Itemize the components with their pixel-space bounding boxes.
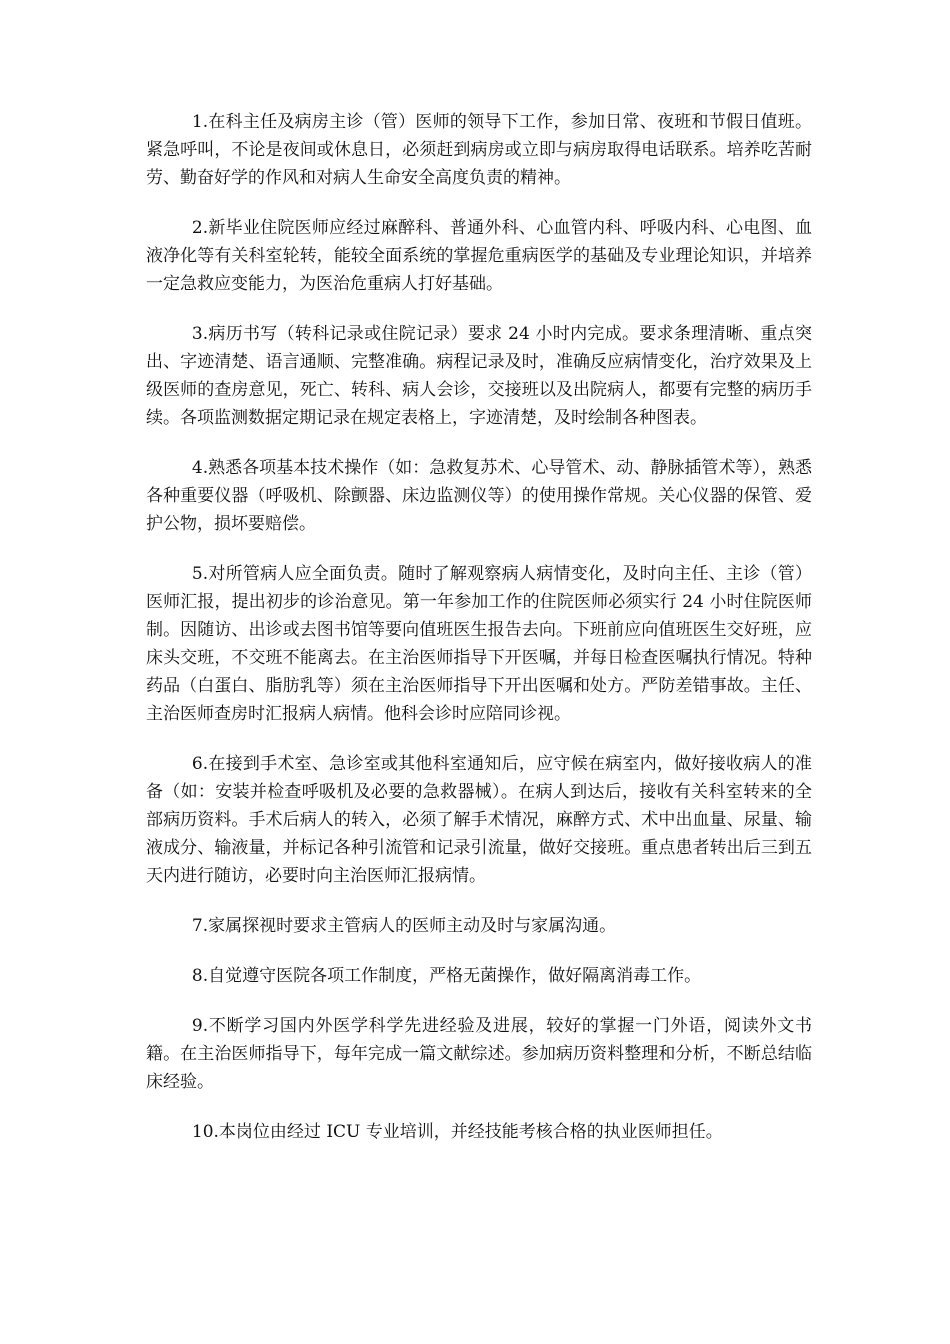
paragraph-7: 7.家属探视时要求主管病人的医师主动及时与家属沟通。: [191, 916, 617, 936]
document-body: [146, 108, 812, 1168]
paragraph-5: 5.对所管病人应全面负责。随时了解观察病人病情变化，及时向主任、主诊（管）医师汇报，提出初步的诊治意见。第一年参加工作的住院医师必须实行 24 小时住院医师制。因随访、出诊或去图书馆等要向值班医生报告去向。下班前应向值班医生交好班，应床头交班，不交班不能离去。在主治医师指导下开医嘱，并每日检查医嘱执行情况。特种药品（白蛋白、脂肪乳等）须在主治医师指导下开出医嘱和处方。严防差错事故。主任、主治医师查房时汇报病人病情。他科会诊时应陪同诊视。: [146, 564, 812, 724]
paragraph-1: 1.在科主任及病房主诊（管）医师的领导下工作，参加日常、夜班和节假日值班。紧急呼叫，不论是夜间或休息日，必须赶到病房或立即与病房取得电话联系。培养吃苦耐劳、勤奋好学的作风和对病人生命安全高度负责的精神。: [146, 112, 812, 188]
paragraph-2: 2.新毕业住院医师应经过麻醉科、普通外科、心血管内科、呼吸内科、心电图、血液净化等有关科室轮转，能较全面系统的掌握危重病医学的基础及专业理论知识，并培养一定急救应变能力，为医治危重病人打好基础。: [146, 218, 812, 294]
paragraph-6: 6.在接到手术室、急诊室或其他科室通知后，应守候在病室内，做好接收病人的准备（如：安装并检查呼吸机及必要的急救器械）。在病人到达后，接收有关科室转来的全部病历资料。手术后病人的转入，必须了解手术情况，麻醉方式、术中出血量、尿量、输液成分、输液量，并标记各种引流管和记录引流量，做好交接班。重点患者转出后三到五天内进行随访，必要时向主治医师汇报病情。: [146, 754, 812, 886]
paragraph-3: 3.病历书写（转科记录或住院记录）要求 24 小时内完成。要求条理清晰、重点突出、字迹清楚、语言通顺、完整准确。病程记录及时，准确反应病情变化，治疗效果及上级医师的查房意见，死亡、转科、病人会诊，交接班以及出院病人，都要有完整的病历手续。各项监测数据定期记录在规定表格上，字迹清楚，及时绘制各种图表。: [146, 324, 812, 428]
paragraph-4: 4.熟悉各项基本技术操作（如：急救复苏术、心导管术、动、静脉插管术等），熟悉各种重要仪器（呼吸机、除颤器、床边监测仪等）的使用操作常规。关心仪器的保管、爱护公物，损坏要赔偿。: [146, 458, 812, 534]
paragraph-10: 10.本岗位由经过 ICU 专业培训，并经技能考核合格的执业医师担任。: [191, 1122, 723, 1142]
paragraph-9: 9.不断学习国内外医学科学先进经验及进展，较好的掌握一门外语，阅读外文书籍。在主治医师指导下，每年完成一篇文献综述。参加病历资料整理和分析，不断总结临床经验。: [146, 1016, 812, 1092]
paragraph-8: 8.自觉遵守医院各项工作制度，严格无菌操作，做好隔离消毒工作。: [191, 966, 702, 986]
